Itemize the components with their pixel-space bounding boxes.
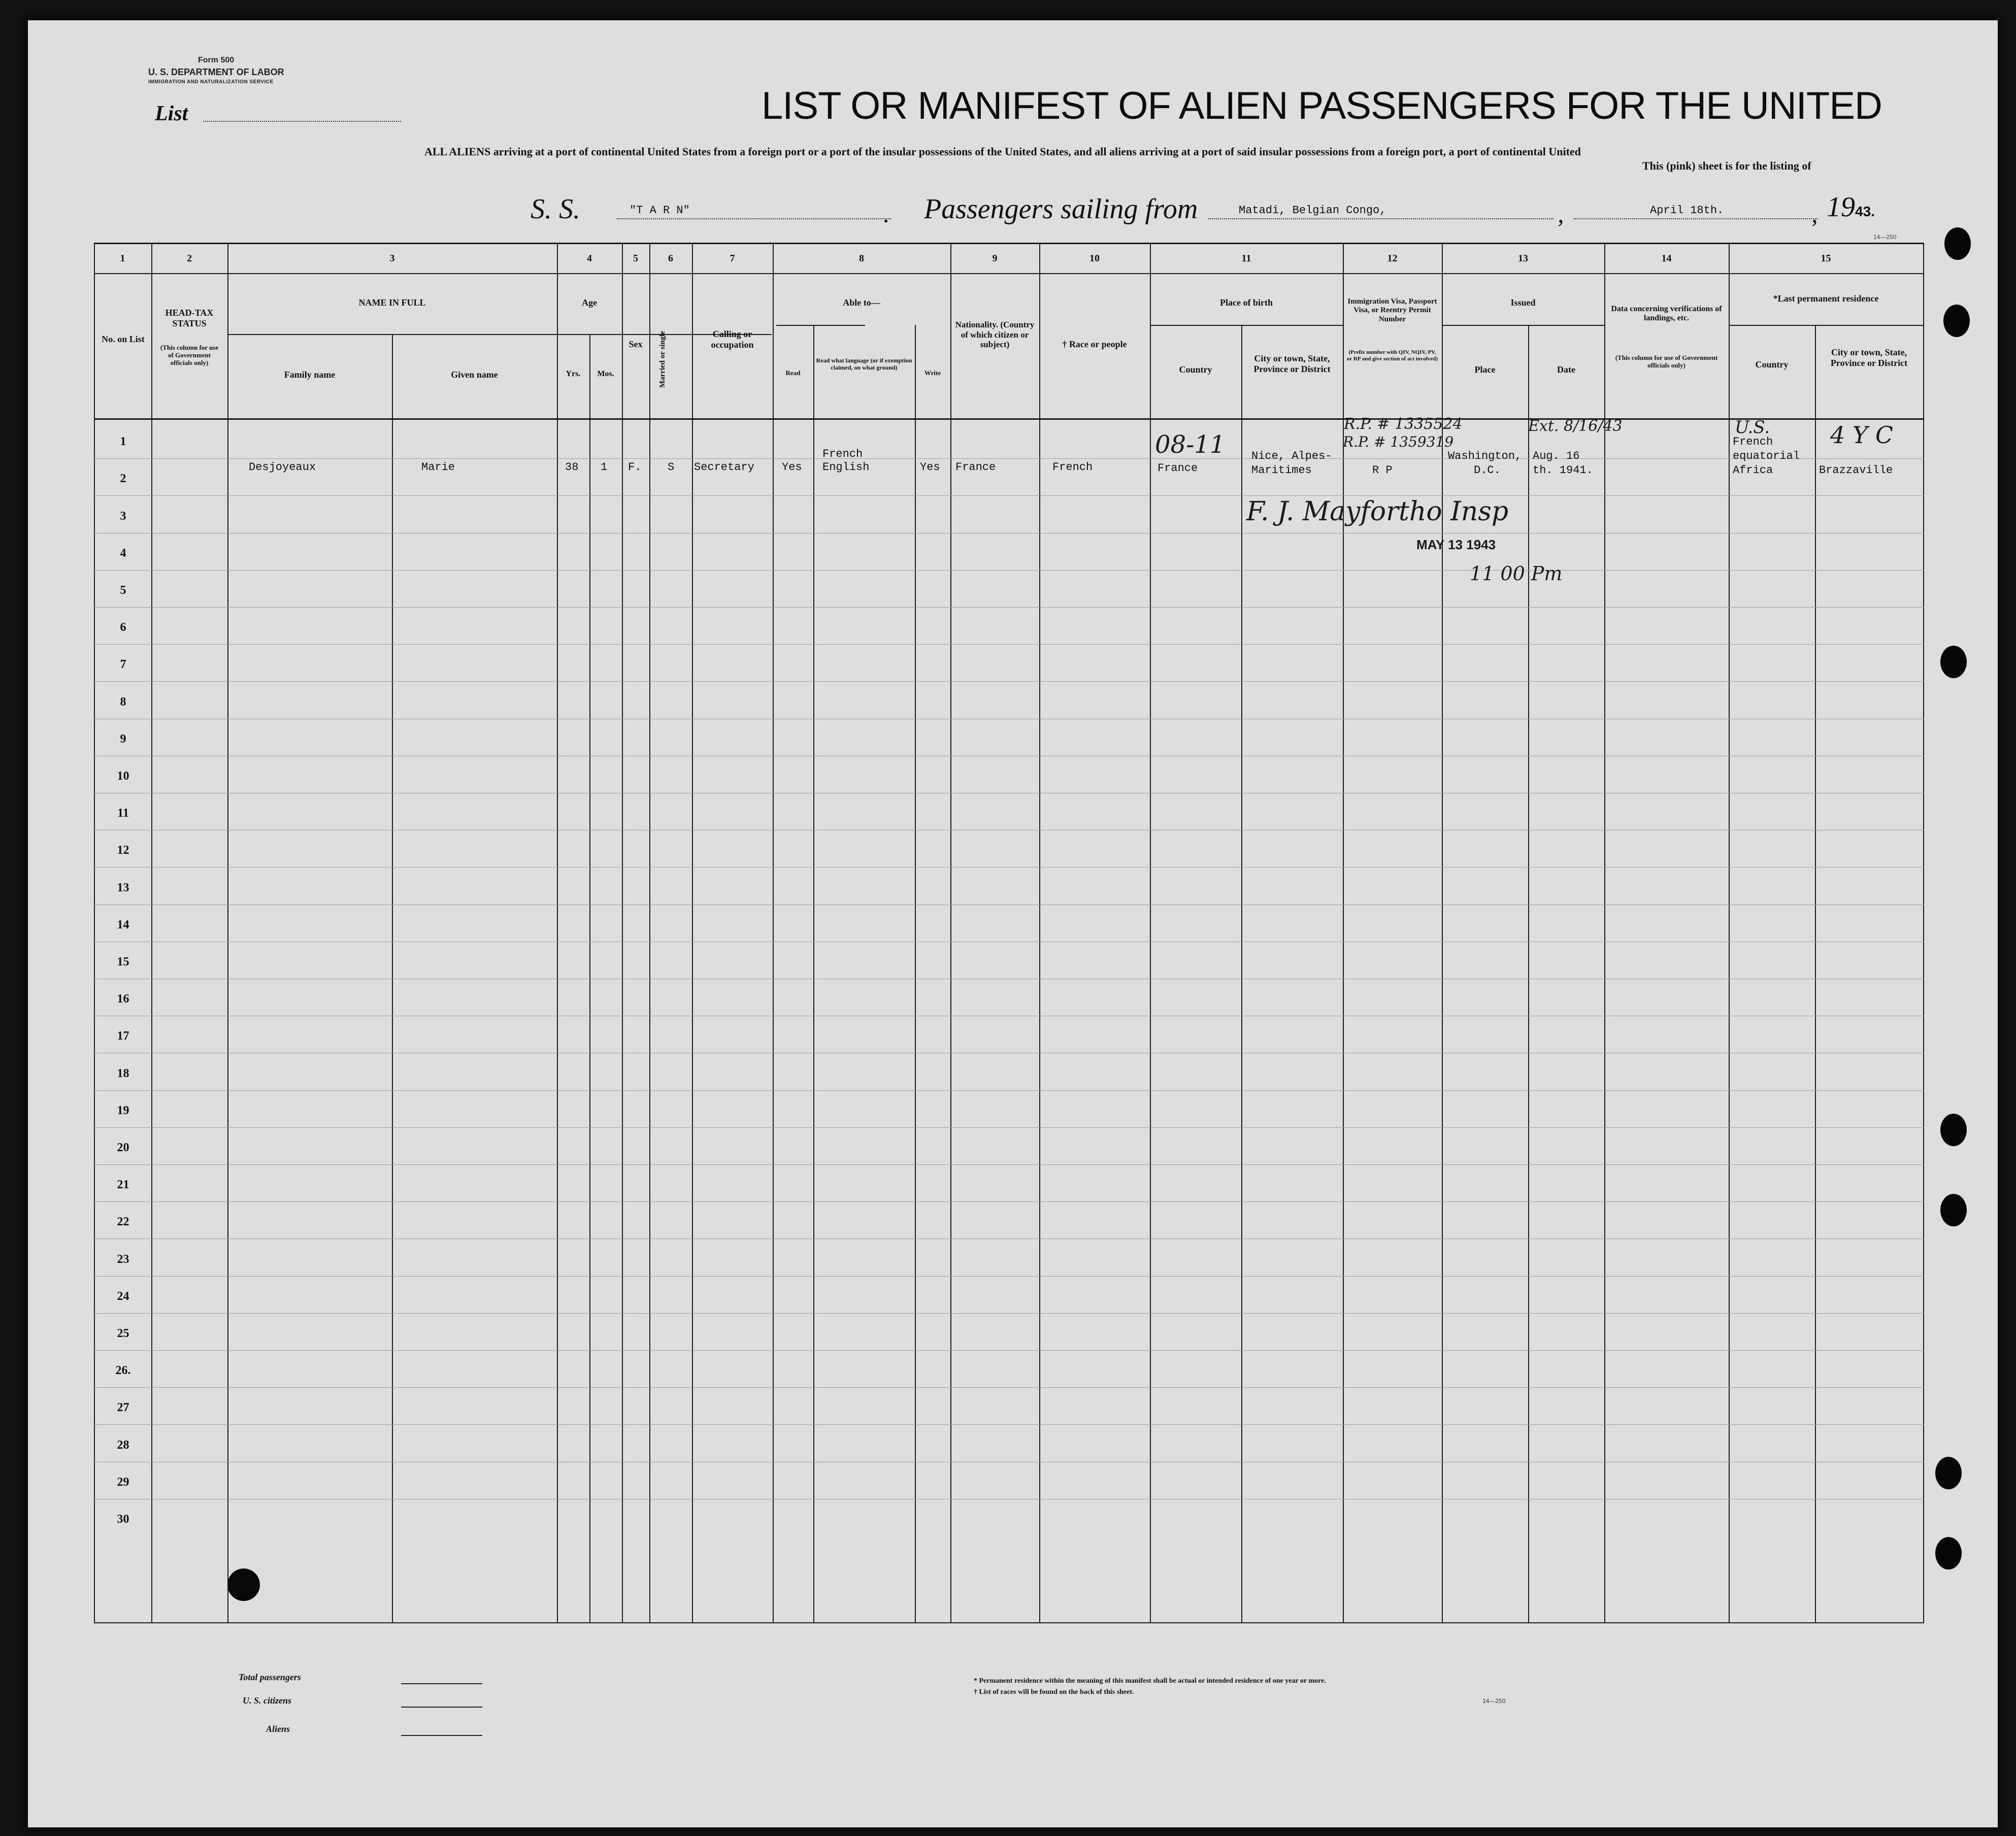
column-number: 14 [1661,253,1672,264]
row-line [94,1424,1924,1425]
sailing-year [1827,191,1875,223]
subtitle-line-1: ALL ALIENS arriving at a port of continental United States from a foreign port or a port of the insular possessions of the United States, and all aliens arriving at a port of said insular possessions from a foreign port, a port of continental United [424,145,1581,158]
column-number: 10 [1089,253,1100,264]
header-place-of-birth: Place of birth [1220,297,1273,308]
sailing-port-line [1208,218,1554,219]
list-label: List [155,102,188,125]
col-divider [649,243,650,1623]
header-race: † Race or people [1062,339,1127,349]
header-nationality: Nationality. (Country of which citizen or subject) [955,320,1035,350]
column-number: 9 [992,253,998,264]
punch-hole [1940,1194,1967,1226]
punct: , [1811,199,1818,228]
footnote-residence: * Permanent residence within the meaning of this manifest shall be actual or intended residence of one year or more. [974,1677,1326,1685]
total-passengers-line [401,1683,482,1684]
subheader-line [1442,325,1604,326]
header-bottom-border [94,418,1924,420]
header-verification: Data concerning verifications of landings, etc. [1611,305,1722,323]
row-line [94,1201,1924,1202]
header-age: Age [582,297,597,308]
cell-res-country-1: French [1733,436,1773,448]
col-divider [589,335,590,1623]
subtitle-line-2: This (pink) sheet is for the listing of [1642,159,1811,172]
subheader-line [1150,325,1343,326]
row-number: 18 [117,1066,129,1080]
punch-hole [1944,227,1971,260]
header-read-language: Read what language (or if exemption claimed, on what ground) [816,357,912,371]
row-number: 15 [117,955,129,969]
header-birth-city: City or town, State, Province or District [1253,353,1331,374]
cell-age-yrs: 38 [565,461,579,474]
header-res-country: Country [1755,359,1789,370]
column-number: 2 [187,253,192,264]
row-number: 24 [117,1289,129,1303]
row-line [94,1350,1924,1351]
cell-occupation: Secretary [694,461,754,474]
column-number: 12 [1387,253,1398,264]
row-number: 8 [120,695,126,709]
row-number: 21 [117,1178,129,1192]
col-divider [1150,243,1151,1623]
header-mos: Mos. [597,370,614,378]
row-number: 20 [117,1141,129,1154]
cell-race: French [1052,461,1093,474]
subheader-line [227,334,772,335]
us-citizens-line [401,1707,482,1708]
footnote-races: † List of races will be found on the back of this sheet. [974,1688,1134,1696]
row-line [94,607,1924,608]
footer-form-code: 14—250 [1482,1697,1506,1705]
col-divider [813,325,814,1623]
handwritten-extension-date: Ext. 8/16/43 [1528,417,1623,435]
col-divider [1815,325,1816,1623]
cell-language-2: English [822,461,870,474]
header-res-city: City or town, State, Province or District [1830,347,1908,368]
table-bottom-border [94,1622,1924,1623]
row-number: 2 [120,472,126,486]
row-line [94,1313,1924,1314]
row-number: 4 [120,546,126,560]
header-head-tax-note: (This column for use of Government officials only) [160,344,219,366]
col-divider [950,243,951,1623]
cell-res-country-3: Africa [1733,464,1773,477]
col-divider [94,243,95,1623]
row-number: 6 [120,621,126,635]
punct: , [1558,199,1564,228]
header-last-residence: *Last permanent residence [1773,293,1879,304]
inspection-date-stamp: MAY 13 1943 [1416,537,1496,552]
sailing-date-line [1574,218,1817,219]
row-number: 12 [117,844,129,857]
col-divider [1039,243,1040,1623]
row-number: 1 [120,435,126,449]
column-number: 1 [120,253,125,264]
header-calling: Calling or occupation [711,329,754,350]
cell-issued-date-1: Aug. 16 [1533,450,1580,462]
handwritten-residence-city: 4 Y C [1830,421,1894,449]
page-title: LIST OR MANIFEST OF ALIEN PASSENGERS FOR THE UNITED [762,84,1882,127]
subheader-line [1729,325,1924,326]
cell-birth-city-1: Nice, Alpes- [1251,450,1332,462]
handwritten-permit-2: R.P. # 1359319 [1343,433,1454,450]
ss-label: S. S. [531,193,580,225]
punch-hole [1935,1537,1962,1570]
subheader-line [776,325,865,326]
ship-name: "T A R N" [630,204,690,217]
cell-nationality: France [955,461,996,474]
header-issued-date: Date [1557,364,1575,375]
row-number: 5 [120,584,126,597]
header-birth-country: Country [1179,364,1212,375]
header-yrs: Yrs. [566,370,581,378]
row-number: 16 [117,992,129,1006]
punct: . [883,199,890,228]
column-number: 15 [1821,253,1831,264]
column-number: 8 [859,253,864,264]
column-number: 6 [668,253,673,264]
inspector-signature: F. J. Mayfortho Insp [1246,496,1509,527]
year-suffix: 43. [1855,204,1875,219]
row-number: 3 [120,509,126,523]
colnum-divider [94,273,1924,274]
sailing-label: Passengers sailing from [924,193,1198,225]
header-issued: Issued [1510,297,1536,308]
row-line [94,1090,1924,1091]
header-read: Read [785,369,801,377]
row-line [94,570,1924,571]
header-write: Write [924,369,941,377]
handwritten-permit-1: R.P. # 1335524 [1344,415,1463,433]
row-number: 19 [117,1104,129,1117]
row-number: 26. [115,1364,131,1378]
header-visa: Immigration Visa, Passport Visa, or Reentry Permit Number [1347,297,1437,323]
row-number: 17 [117,1029,129,1043]
row-number: 25 [117,1327,129,1340]
header-head-tax: HEAD-TAX STATUS [165,308,214,328]
header-sex: Sex [629,339,643,349]
header-verification-note: (This column for use of Government officials only) [1615,354,1718,369]
row-number: 28 [117,1438,129,1452]
col-divider [392,335,393,1623]
col-divider [622,243,623,1623]
sailing-date: April 18th. [1650,204,1724,217]
cell-birth-city-2: Maritimes [1251,464,1312,477]
ship-name-line [617,218,891,219]
row-line [94,1127,1924,1128]
col-divider [1528,325,1529,1623]
handwritten-residence: U.S. [1735,417,1770,438]
cell-sex: F. [628,461,642,474]
col-divider [1729,243,1730,1623]
header-family-name: Family name [284,370,336,380]
col-divider [1604,243,1605,1623]
total-passengers-label: Total passengers [239,1672,301,1682]
cell-age-mos: 1 [601,461,608,474]
row-line [94,1387,1924,1388]
header-given-name: Given name [451,370,498,380]
handwritten-time: 11 00 Pm [1470,562,1563,585]
column-number: 13 [1518,253,1528,264]
column-number: 3 [389,253,395,264]
cell-birth-country: France [1158,462,1198,475]
row-number: 13 [117,881,129,894]
department-name: U. S. DEPARTMENT OF LABOR [148,67,284,77]
column-number: 7 [730,253,735,264]
cell-issued-place-1: Washington, [1448,450,1522,462]
row-number: 22 [117,1215,129,1229]
col-divider [692,243,693,1623]
row-line [94,644,1924,645]
punch-hole [1943,305,1970,337]
header-married: Married or single [658,330,667,388]
aliens-line [401,1735,482,1736]
handwritten-birth-code: 08-11 [1155,430,1226,459]
col-divider [151,243,152,1623]
cell-language-1: French [822,448,863,460]
header-visa-note: (Prefix number with QIV, NQIV, PV, or RP and give section of act involved) [1346,349,1438,362]
sailing-port: Matadi, Belgian Congo, [1239,204,1386,217]
manifest-table [94,243,1924,1623]
row-number: 10 [117,770,129,783]
form-code: 14—250 [1873,233,1897,241]
cell-married: S [668,461,675,474]
col-divider [227,243,228,1623]
aliens-label: Aliens [266,1724,290,1734]
punch-hole [1935,1457,1962,1489]
row-line [94,681,1924,682]
row-line [94,458,1924,459]
punch-hole [1940,1114,1967,1146]
column-number: 11 [1241,253,1251,264]
row-number: 7 [120,658,126,672]
col-divider [557,243,558,1623]
cell-res-country-2: equatorial [1733,450,1800,462]
row-number: 11 [117,807,129,820]
row-number: 29 [117,1475,129,1489]
header-no-on-list: No. on List [102,334,145,344]
col-divider [773,243,774,1623]
form-number: Form 500 [198,56,235,64]
column-number: 5 [633,253,638,264]
cell-given-name: Marie [421,461,455,474]
row-number: 27 [117,1401,129,1415]
col-divider [915,325,916,1623]
row-number: 9 [120,732,126,746]
column-number: 4 [587,253,592,264]
header-name-in-full: NAME IN FULL [358,297,426,308]
row-number: 23 [117,1252,129,1266]
us-citizens-label: U. S. citizens [243,1695,292,1706]
row-number: 30 [117,1513,129,1526]
col-divider [1241,325,1242,1623]
year-prefix: 19 [1827,191,1855,223]
list-number-line [203,121,401,122]
row-line [94,1276,1924,1277]
row-number: 14 [117,918,129,931]
cell-visa: R P [1372,464,1393,477]
cell-read: Yes [782,461,802,474]
service-name: IMMIGRATION AND NATURALIZATION SERVICE [148,79,274,85]
header-able-to: Able to— [843,297,880,308]
cell-issued-date-2: th. 1941. [1533,464,1593,477]
row-line [94,495,1924,496]
cell-family-name: Desjoyeaux [249,461,316,474]
cell-write: Yes [920,461,940,474]
cell-issued-place-2: D.C. [1474,464,1501,477]
cell-res-city: Brazzaville [1819,464,1893,477]
punch-hole [1940,646,1967,678]
row-line [94,1164,1924,1165]
header-issued-place: Place [1474,364,1496,375]
table-top-border [94,243,1924,244]
col-divider [1923,243,1924,1623]
